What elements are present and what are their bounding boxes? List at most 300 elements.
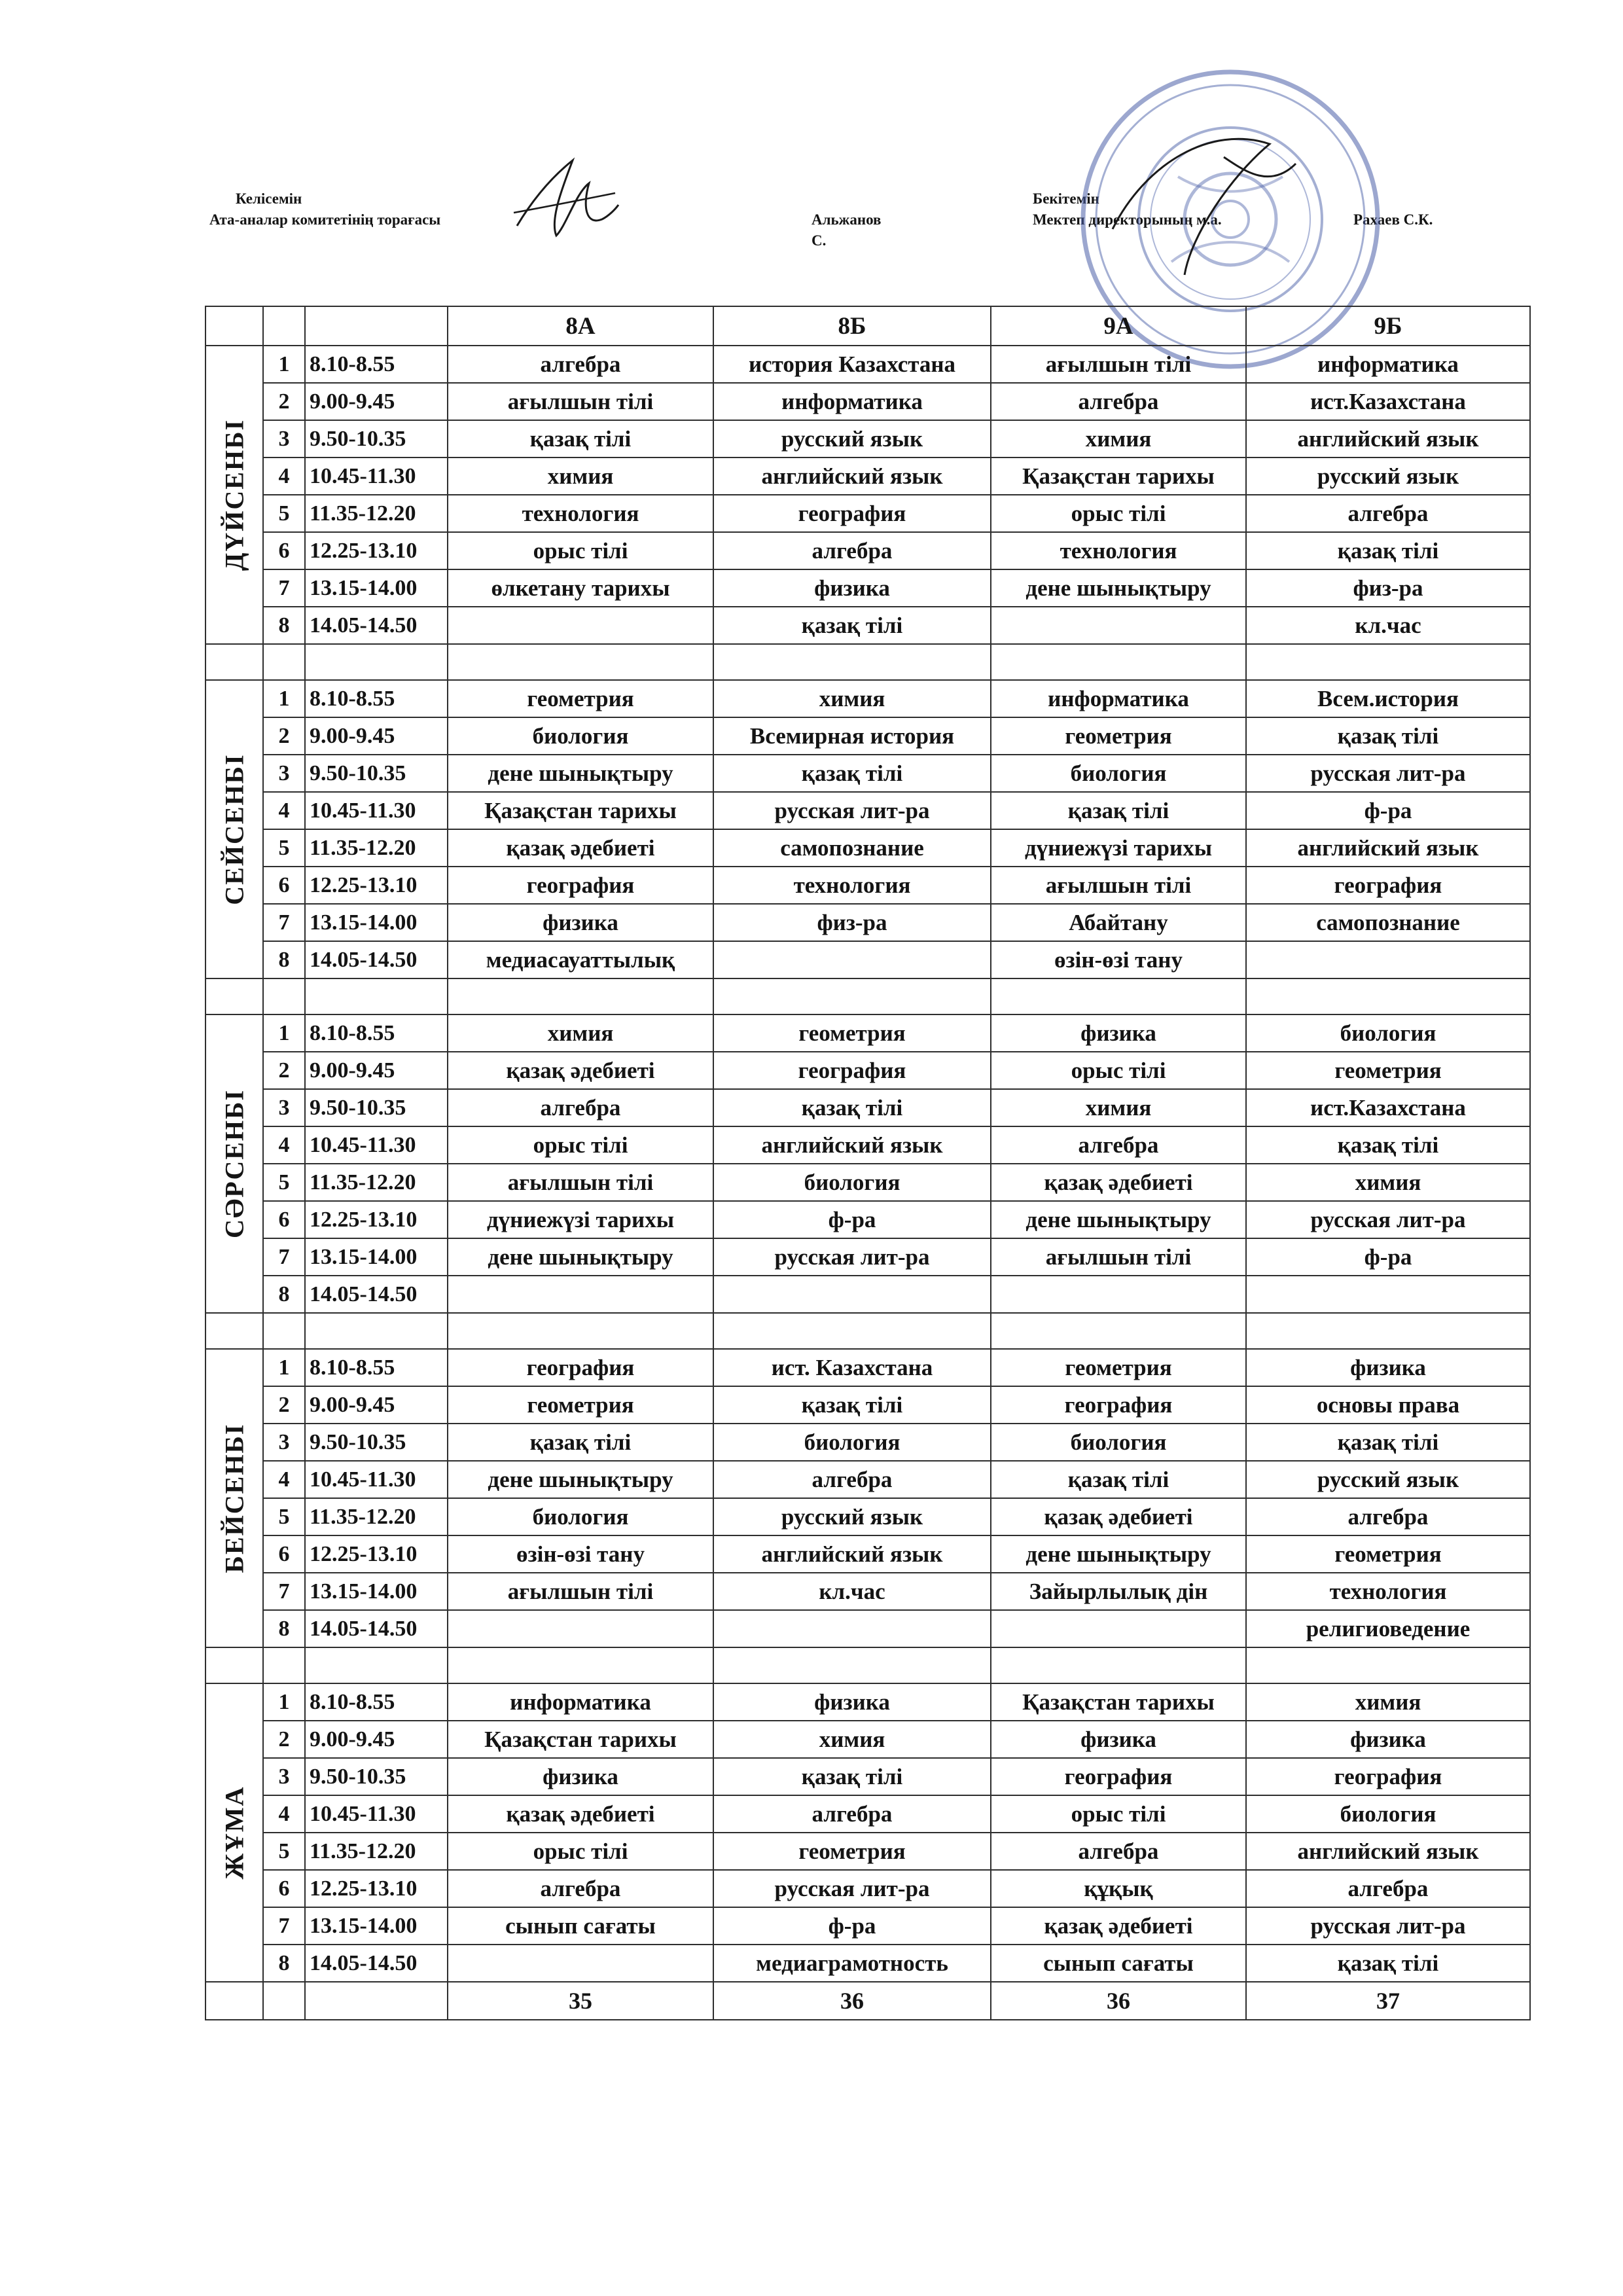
lesson-number: 3 <box>263 1424 305 1461</box>
subject-cell: қазақ тілі <box>448 420 713 457</box>
lesson-row <box>205 1349 1530 1386</box>
weekly-hours-total: 37 <box>1246 1982 1530 2020</box>
subject-cell: Қазақстан тарихы <box>991 1683 1246 1721</box>
day-cell <box>205 346 263 644</box>
subject-cell: английский язык <box>1246 1833 1530 1870</box>
lesson-time: 10.45-11.30 <box>305 457 448 495</box>
class-header: 9А <box>991 306 1246 346</box>
approval-left-position: Ата-аналар комитетінің торағасы <box>209 211 441 228</box>
subject-cell: орыс тілі <box>448 532 713 569</box>
lesson-row <box>205 1014 1530 1052</box>
lesson-number: 4 <box>263 1461 305 1498</box>
approval-right-title: Бекітемін <box>1033 190 1099 207</box>
lesson-row <box>205 532 1530 569</box>
subject-cell: дүниежүзі тарихы <box>448 1201 713 1238</box>
lesson-number: 1 <box>263 680 305 717</box>
empty-cell <box>1246 1313 1530 1349</box>
subject-cell: дене шынықтыру <box>448 1461 713 1498</box>
subject-cell: русский язык <box>713 1498 991 1535</box>
subject-cell: қазақ әдебиеті <box>448 1795 713 1833</box>
subject-cell: технология <box>713 867 991 904</box>
subject-cell: дене шынықтыру <box>991 1535 1246 1573</box>
lesson-time: 8.10-8.55 <box>305 1014 448 1052</box>
lesson-number: 7 <box>263 1907 305 1945</box>
subject-cell <box>1246 941 1530 978</box>
weekly-hours-total: 35 <box>448 1982 713 2020</box>
subject-cell: русская лит-ра <box>713 1870 991 1907</box>
weekly-hours-total: 36 <box>713 1982 991 2020</box>
subject-cell: қазақ әдебиеті <box>448 1052 713 1089</box>
subject-cell <box>991 1276 1246 1313</box>
lesson-time: 9.50-10.35 <box>305 1758 448 1795</box>
lesson-time: 14.05-14.50 <box>305 941 448 978</box>
lesson-time: 14.05-14.50 <box>305 607 448 644</box>
approval-left <box>209 188 882 249</box>
lesson-row <box>205 1833 1530 1870</box>
day-label: СӘРСЕНБІ <box>219 1088 249 1239</box>
lesson-row <box>205 420 1530 457</box>
subject-cell: алгебра <box>448 346 713 383</box>
subject-cell: Всемирная история <box>713 717 991 755</box>
class-header: 8Б <box>713 306 991 346</box>
subject-cell: дене шынықтыру <box>991 569 1246 607</box>
lesson-number: 3 <box>263 420 305 457</box>
lesson-time: 9.50-10.35 <box>305 1089 448 1126</box>
approval-left-title: Келісемін <box>236 190 302 207</box>
subject-cell: қазақ тілі <box>1246 532 1530 569</box>
lesson-row <box>205 904 1530 941</box>
subject-cell: қазақ тілі <box>713 607 991 644</box>
weekly-hours-total: 36 <box>991 1982 1246 2020</box>
lesson-time: 11.35-12.20 <box>305 1164 448 1201</box>
lesson-row <box>205 1907 1530 1945</box>
lesson-row <box>205 569 1530 607</box>
subject-cell: физика <box>991 1721 1246 1758</box>
lesson-time: 8.10-8.55 <box>305 346 448 383</box>
lesson-time: 9.00-9.45 <box>305 1386 448 1424</box>
subject-cell: русский язык <box>713 420 991 457</box>
subject-cell: физика <box>448 1758 713 1795</box>
subject-cell: религиоведение <box>1246 1610 1530 1647</box>
empty-cell <box>713 644 991 680</box>
day-separator-row <box>205 978 1530 1014</box>
subject-cell: ағылшын тілі <box>991 1238 1246 1276</box>
lesson-time: 10.45-11.30 <box>305 792 448 829</box>
empty-cell <box>713 1647 991 1683</box>
subject-cell: орыс тілі <box>448 1126 713 1164</box>
lesson-time: 9.00-9.45 <box>305 717 448 755</box>
subject-cell: дене шынықтыру <box>448 755 713 792</box>
subject-cell: қазақ тілі <box>1246 1424 1530 1461</box>
schedule-table <box>205 306 1531 2020</box>
subject-cell: ф-ра <box>1246 792 1530 829</box>
lesson-time: 12.25-13.10 <box>305 532 448 569</box>
subject-cell: ф-ра <box>713 1907 991 1945</box>
lesson-row <box>205 495 1530 532</box>
lesson-number: 4 <box>263 1126 305 1164</box>
lesson-number: 1 <box>263 1349 305 1386</box>
subject-cell: география <box>713 1052 991 1089</box>
empty-cell <box>713 1313 991 1349</box>
lesson-number: 5 <box>263 829 305 867</box>
subject-cell: ист. Казахстана <box>713 1349 991 1386</box>
subject-cell: информатика <box>713 383 991 420</box>
subject-cell: история Казахстана <box>713 346 991 383</box>
subject-cell: геометрия <box>448 680 713 717</box>
lesson-row <box>205 941 1530 978</box>
lesson-row <box>205 1276 1530 1313</box>
lesson-number: 3 <box>263 1089 305 1126</box>
subject-cell <box>991 1610 1246 1647</box>
subject-cell: физика <box>1246 1349 1530 1386</box>
lesson-row <box>205 1424 1530 1461</box>
subject-cell: физика <box>1246 1721 1530 1758</box>
subject-cell: химия <box>713 1721 991 1758</box>
lesson-number: 5 <box>263 1498 305 1535</box>
subject-cell: геометрия <box>713 1014 991 1052</box>
subject-cell: Қазақстан тарихы <box>991 457 1246 495</box>
subject-cell: орыс тілі <box>448 1833 713 1870</box>
subject-cell <box>713 1276 991 1313</box>
empty-cell <box>205 1647 263 1683</box>
subject-cell: физ-ра <box>713 904 991 941</box>
subject-cell <box>713 941 991 978</box>
empty-cell <box>448 978 713 1014</box>
subject-cell: информатика <box>991 680 1246 717</box>
subject-cell: химия <box>991 420 1246 457</box>
lesson-row <box>205 829 1530 867</box>
empty-cell <box>1246 644 1530 680</box>
subject-cell: алгебра <box>713 532 991 569</box>
subject-cell: русская лит-ра <box>1246 1201 1530 1238</box>
day-cell <box>205 1014 263 1313</box>
lesson-time: 9.50-10.35 <box>305 1424 448 1461</box>
subject-cell: биология <box>713 1424 991 1461</box>
subject-cell: химия <box>1246 1683 1530 1721</box>
empty-cell <box>991 644 1246 680</box>
lesson-number: 6 <box>263 1870 305 1907</box>
empty-cell <box>448 644 713 680</box>
lesson-row <box>205 1386 1530 1424</box>
class-header: 8А <box>448 306 713 346</box>
header-blank-cell <box>263 306 305 346</box>
lesson-row <box>205 680 1530 717</box>
subject-cell: қазақ тілі <box>713 1386 991 1424</box>
lesson-row <box>205 1683 1530 1721</box>
lesson-number: 6 <box>263 1201 305 1238</box>
lesson-number: 2 <box>263 1386 305 1424</box>
subject-cell: орыс тілі <box>991 1795 1246 1833</box>
subject-cell: химия <box>448 457 713 495</box>
approval-left-name: Альжанов С. <box>812 211 882 249</box>
subject-cell <box>991 607 1246 644</box>
subject-cell: дүниежүзі тарихы <box>991 829 1246 867</box>
subject-cell: английский язык <box>1246 420 1530 457</box>
subject-cell: алгебра <box>1246 1870 1530 1907</box>
subject-cell: биология <box>713 1164 991 1201</box>
lesson-row <box>205 1573 1530 1610</box>
lesson-number: 8 <box>263 941 305 978</box>
subject-cell: география <box>448 867 713 904</box>
lesson-time: 13.15-14.00 <box>305 1238 448 1276</box>
subject-cell: қазақ тілі <box>1246 1945 1530 1982</box>
lesson-number: 2 <box>263 717 305 755</box>
subject-cell: география <box>991 1386 1246 1424</box>
totals-row <box>205 1982 1530 2020</box>
subject-cell: қазақ тілі <box>448 1424 713 1461</box>
lesson-time: 13.15-14.00 <box>305 904 448 941</box>
subject-cell: алгебра <box>448 1870 713 1907</box>
subject-cell: биология <box>1246 1795 1530 1833</box>
subject-cell: медиасауаттылық <box>448 941 713 978</box>
lesson-number: 5 <box>263 1164 305 1201</box>
subject-cell: русская лит-ра <box>713 792 991 829</box>
empty-cell <box>205 1313 263 1349</box>
subject-cell: Қазақстан тарихы <box>448 1721 713 1758</box>
subject-cell: алгебра <box>448 1089 713 1126</box>
lesson-time: 11.35-12.20 <box>305 495 448 532</box>
subject-cell: Абайтану <box>991 904 1246 941</box>
subject-cell: геометрия <box>991 1349 1246 1386</box>
subject-cell: ағылшын тілі <box>448 1164 713 1201</box>
subject-cell: сынып сағаты <box>991 1945 1246 1982</box>
subject-cell: қазақ тілі <box>713 1089 991 1126</box>
subject-cell: ағылшын тілі <box>448 1573 713 1610</box>
subject-cell: сынып сағаты <box>448 1907 713 1945</box>
subject-cell: кл.час <box>713 1573 991 1610</box>
subject-cell: технология <box>448 495 713 532</box>
lesson-number: 6 <box>263 867 305 904</box>
class-header-row <box>205 306 1530 346</box>
empty-cell <box>1246 1647 1530 1683</box>
subject-cell: английский язык <box>713 457 991 495</box>
lesson-number: 4 <box>263 457 305 495</box>
lesson-number: 2 <box>263 383 305 420</box>
day-separator-row <box>205 644 1530 680</box>
subject-cell: ист.Казахстана <box>1246 1089 1530 1126</box>
subject-cell: дене шынықтыру <box>448 1238 713 1276</box>
lesson-row <box>205 1758 1530 1795</box>
empty-cell <box>713 978 991 1014</box>
lesson-time: 10.45-11.30 <box>305 1795 448 1833</box>
subject-cell: физика <box>448 904 713 941</box>
lesson-row <box>205 1721 1530 1758</box>
subject-cell: география <box>1246 1758 1530 1795</box>
lesson-row <box>205 1535 1530 1573</box>
subject-cell: информатика <box>1246 346 1530 383</box>
lesson-number: 8 <box>263 1276 305 1313</box>
lesson-number: 7 <box>263 904 305 941</box>
subject-cell: кл.час <box>1246 607 1530 644</box>
subject-cell: алгебра <box>713 1461 991 1498</box>
lesson-number: 8 <box>263 1610 305 1647</box>
lesson-row <box>205 1126 1530 1164</box>
subject-cell: ағылшын тілі <box>991 346 1246 383</box>
subject-cell: физика <box>991 1014 1246 1052</box>
subject-cell: русская лит-ра <box>713 1238 991 1276</box>
empty-cell <box>305 1313 448 1349</box>
lesson-number: 4 <box>263 1795 305 1833</box>
subject-cell <box>448 1945 713 1982</box>
subject-cell: биология <box>448 717 713 755</box>
lesson-number: 2 <box>263 1052 305 1089</box>
subject-cell: информатика <box>448 1683 713 1721</box>
subject-cell: Всем.история <box>1246 680 1530 717</box>
signature-left <box>510 147 622 245</box>
subject-cell: физика <box>713 569 991 607</box>
lesson-row <box>205 1498 1530 1535</box>
subject-cell: геометрия <box>1246 1052 1530 1089</box>
subject-cell: геометрия <box>713 1833 991 1870</box>
lesson-time: 10.45-11.30 <box>305 1126 448 1164</box>
lesson-time: 12.25-13.10 <box>305 867 448 904</box>
approval-right-name: Рахаев С.К. <box>1353 211 1433 228</box>
day-separator-row <box>205 1647 1530 1683</box>
subject-cell: алгебра <box>991 1126 1246 1164</box>
subject-cell: русская лит-ра <box>1246 1907 1530 1945</box>
subject-cell: физ-ра <box>1246 569 1530 607</box>
subject-cell: ист.Казахстана <box>1246 383 1530 420</box>
empty-cell <box>263 1982 305 2020</box>
day-cell <box>205 1683 263 1982</box>
empty-cell <box>305 644 448 680</box>
header-blank-cell <box>305 306 448 346</box>
lesson-number: 8 <box>263 607 305 644</box>
empty-cell <box>205 1982 263 2020</box>
approval-right-position: Мектеп директорының м.а. <box>1033 211 1222 228</box>
lesson-time: 10.45-11.30 <box>305 1461 448 1498</box>
empty-cell <box>991 1313 1246 1349</box>
subject-cell: қазақ әдебиеті <box>991 1498 1246 1535</box>
subject-cell: химия <box>448 1014 713 1052</box>
subject-cell: алгебра <box>991 1833 1246 1870</box>
subject-cell: биология <box>1246 1014 1530 1052</box>
lesson-time: 14.05-14.50 <box>305 1945 448 1982</box>
lesson-row <box>205 1945 1530 1982</box>
lesson-time: 9.00-9.45 <box>305 383 448 420</box>
lesson-time: 11.35-12.20 <box>305 829 448 867</box>
empty-cell <box>448 1647 713 1683</box>
lesson-row <box>205 792 1530 829</box>
subject-cell: алгебра <box>1246 1498 1530 1535</box>
subject-cell: өзін-өзі тану <box>991 941 1246 978</box>
lesson-time: 9.00-9.45 <box>305 1721 448 1758</box>
lesson-time: 14.05-14.50 <box>305 1276 448 1313</box>
subject-cell: химия <box>1246 1164 1530 1201</box>
empty-cell <box>205 644 263 680</box>
subject-cell: русская лит-ра <box>1246 755 1530 792</box>
subject-cell: алгебра <box>991 383 1246 420</box>
subject-cell: геометрия <box>991 717 1246 755</box>
subject-cell: биология <box>448 1498 713 1535</box>
lesson-number: 6 <box>263 532 305 569</box>
lesson-row <box>205 607 1530 644</box>
lesson-row <box>205 457 1530 495</box>
lesson-time: 11.35-12.20 <box>305 1498 448 1535</box>
subject-cell: русский язык <box>1246 1461 1530 1498</box>
subject-cell: химия <box>991 1089 1246 1126</box>
subject-cell: химия <box>713 680 991 717</box>
lesson-row <box>205 717 1530 755</box>
lesson-number: 3 <box>263 755 305 792</box>
subject-cell: қазақ әдебиеті <box>991 1164 1246 1201</box>
subject-cell: английский язык <box>713 1535 991 1573</box>
subject-cell <box>448 1610 713 1647</box>
lesson-number: 6 <box>263 1535 305 1573</box>
subject-cell: медиаграмотность <box>713 1945 991 1982</box>
subject-cell: өлкетану тарихы <box>448 569 713 607</box>
subject-cell: биология <box>991 1424 1246 1461</box>
lesson-time: 13.15-14.00 <box>305 569 448 607</box>
lesson-time: 14.05-14.50 <box>305 1610 448 1647</box>
empty-cell <box>263 1313 305 1349</box>
subject-cell: қазақ әдебиеті <box>991 1907 1246 1945</box>
subject-cell: қазақ тілі <box>1246 1126 1530 1164</box>
subject-cell: технология <box>991 532 1246 569</box>
empty-cell <box>263 1647 305 1683</box>
subject-cell: физика <box>713 1683 991 1721</box>
subject-cell: қазақ тілі <box>713 755 991 792</box>
lesson-time: 8.10-8.55 <box>305 680 448 717</box>
subject-cell: ағылшын тілі <box>991 867 1246 904</box>
subject-cell: основы права <box>1246 1386 1530 1424</box>
subject-cell: қазақ әдебиеті <box>448 829 713 867</box>
lesson-row <box>205 867 1530 904</box>
lesson-row <box>205 1164 1530 1201</box>
lesson-row <box>205 1870 1530 1907</box>
subject-cell: дене шынықтыру <box>991 1201 1246 1238</box>
empty-cell <box>991 978 1246 1014</box>
empty-cell <box>263 644 305 680</box>
subject-cell: английский язык <box>1246 829 1530 867</box>
lesson-number: 3 <box>263 1758 305 1795</box>
subject-cell: қазақ тілі <box>713 1758 991 1795</box>
empty-cell <box>448 1313 713 1349</box>
subject-cell: орыс тілі <box>991 1052 1246 1089</box>
subject-cell: қазақ тілі <box>1246 717 1530 755</box>
subject-cell: ағылшын тілі <box>448 383 713 420</box>
subject-cell <box>713 1610 991 1647</box>
lesson-number: 7 <box>263 1238 305 1276</box>
subject-cell <box>448 1276 713 1313</box>
lesson-number: 7 <box>263 1573 305 1610</box>
subject-cell <box>448 607 713 644</box>
lesson-time: 12.25-13.10 <box>305 1535 448 1573</box>
lesson-row <box>205 383 1530 420</box>
lesson-time: 12.25-13.10 <box>305 1201 448 1238</box>
day-label: СЕЙСЕНБІ <box>219 753 249 905</box>
subject-cell: самопознание <box>1246 904 1530 941</box>
empty-cell <box>305 978 448 1014</box>
subject-cell: орыс тілі <box>991 495 1246 532</box>
day-separator-row <box>205 1313 1530 1349</box>
subject-cell: английский язык <box>713 1126 991 1164</box>
lesson-row <box>205 1461 1530 1498</box>
subject-cell <box>1246 1276 1530 1313</box>
empty-cell <box>205 978 263 1014</box>
subject-cell: самопознание <box>713 829 991 867</box>
lesson-time: 13.15-14.00 <box>305 1907 448 1945</box>
class-header: 9Б <box>1246 306 1530 346</box>
empty-cell <box>305 1982 448 2020</box>
lesson-row <box>205 755 1530 792</box>
subject-cell: биология <box>991 755 1246 792</box>
subject-cell: алгебра <box>713 1795 991 1833</box>
empty-cell <box>991 1647 1246 1683</box>
lesson-number: 1 <box>263 1683 305 1721</box>
subject-cell: география <box>448 1349 713 1386</box>
lesson-time: 9.50-10.35 <box>305 755 448 792</box>
